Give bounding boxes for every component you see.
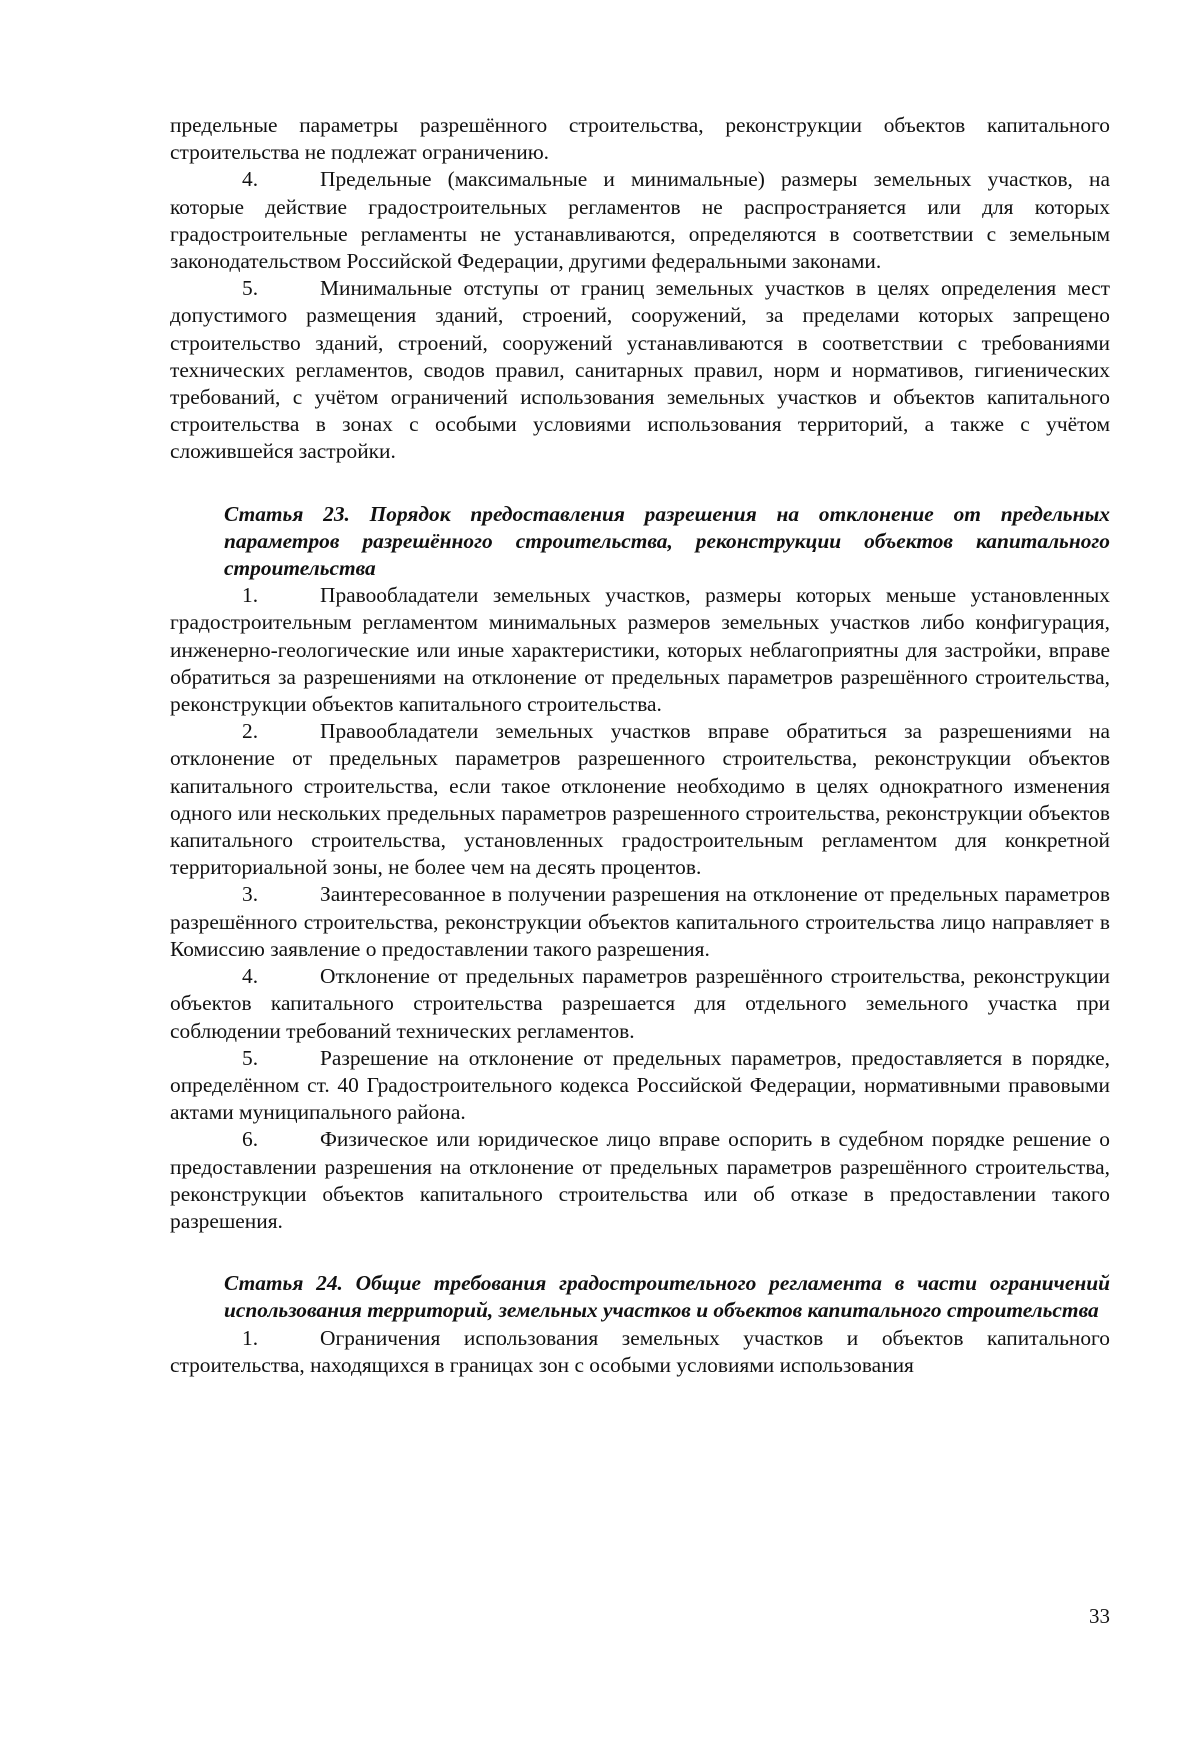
document-page <box>170 112 1110 1379</box>
paragraph-4 <box>170 166 1110 275</box>
paragraph-number: 4. <box>242 964 259 989</box>
paragraph-text: Физическое или юридическое лицо вправе оспорить в судебном порядке решение о предоставлении разрешения на отклонение от предельных параметров разрешённого строительства, реконструкции объектов капитального строительства или об отказе в предоставлении такого разрешения. <box>170 1127 1110 1233</box>
article-23-paragraph-4 <box>170 963 1110 1045</box>
paragraph-text: Разрешение на отклонение от предельных параметров, предоставляется в порядке, определённом ст. 40 Градостроительного кодекса Российской Федерации, нормативными правовыми актами муниципального района. <box>170 1045 1110 1125</box>
page-number: 33 <box>1089 1604 1110 1628</box>
article-23-paragraph-5 <box>170 1045 1110 1127</box>
paragraph-number: 1. <box>242 1325 259 1350</box>
continuation-paragraph: предельные параметры разрешённого строительства, реконструкции объектов капитального строительства не подлежат ограничению. <box>170 113 1110 165</box>
paragraph-number: 3. <box>242 882 259 907</box>
paragraph-text: Предельные (максимальные и минимальные) размеры земельных участков, на которые действие градостроительных регламентов не распространяется или для которых градостроительные регламенты не устанавливаются, определяются в соответствии с земельным законодательством Российской Федерации, другими федеральными законами. <box>170 167 1110 274</box>
paragraph-number: 5. <box>242 1045 259 1070</box>
paragraph-number: 4. <box>242 167 259 192</box>
article-23-paragraph-6 <box>170 1126 1110 1235</box>
article-24-paragraph-1 <box>170 1325 1110 1379</box>
paragraph-text: Ограничения использования земельных участков и объектов капитального строительства, находящихся в границах зон с особыми условиями использования <box>170 1325 1110 1377</box>
paragraph-text: Правообладатели земельных участков вправе обратиться за разрешениями на отклонение от предельных параметров разрешенного строительства, реконструкции объектов капитального строительства, если такое отклонение необходимо в целях однократного изменения одного или нескольких предельных параметров разрешенного строительства, реконструкции объектов капитального строительства, установленных градостроительным регламентом для конкретной территориальной зоны, не более чем на десять процентов. <box>170 719 1110 880</box>
article-23-paragraph-1 <box>170 582 1110 718</box>
article-23-paragraph-2 <box>170 718 1110 881</box>
paragraph-number: 6. <box>242 1127 259 1152</box>
paragraph-number: 1. <box>242 583 259 608</box>
article-24-heading: Статья 24. Общие требования градостроительного регламента в части ограничений использования территорий, земельных участков и объектов капитального строительства <box>224 1271 1110 1323</box>
paragraph-5 <box>170 275 1110 465</box>
article-23-heading: Статья 23. Порядок предоставления разрешения на отклонение от предельных параметров разрешённого строительства, реконструкции объектов капитального строительства <box>224 501 1110 581</box>
paragraph-text: Заинтересованное в получении разрешения на отклонение от предельных параметров разрешённого строительства, реконструкции объектов капитального строительства лицо направляет в Комиссию заявление о предоставлении такого разрешения. <box>170 882 1110 961</box>
paragraph-text: Минимальные отступы от границ земельных участков в целях определения мест допустимого размещения зданий, строений, сооружений, за пределами которых запрещено строительство зданий, строений, сооружений устанавливаются в соответствии с требованиями технических регламентов, сводов правил, санитарных правил, норм и нормативов, гигиенических требований, с учётом ограничений использования земельных участков и объектов капитального строительства в зонах с особыми условиями использования территорий, а также с учётом сложившейся застройки. <box>170 276 1110 464</box>
paragraph-number: 5. <box>242 276 259 301</box>
article-23-paragraph-3 <box>170 881 1110 963</box>
paragraph-text: Отклонение от предельных параметров разрешённого строительства, реконструкции объектов капитального строительства разрешается для отдельного земельного участка при соблюдении требований технических регламентов. <box>170 964 1110 1043</box>
paragraph-text: Правообладатели земельных участков, размеры которых меньше установленных градостроительным регламентом минимальных размеров земельных участков либо конфигурация, инженерно-геологические или иные характеристики, которых неблагоприятны для застройки, вправе обратиться за разрешениями на отклонение от предельных параметров разрешённого строительства, реконструкции объектов капитального строительства. <box>170 583 1110 717</box>
paragraph-number: 2. <box>242 719 259 744</box>
